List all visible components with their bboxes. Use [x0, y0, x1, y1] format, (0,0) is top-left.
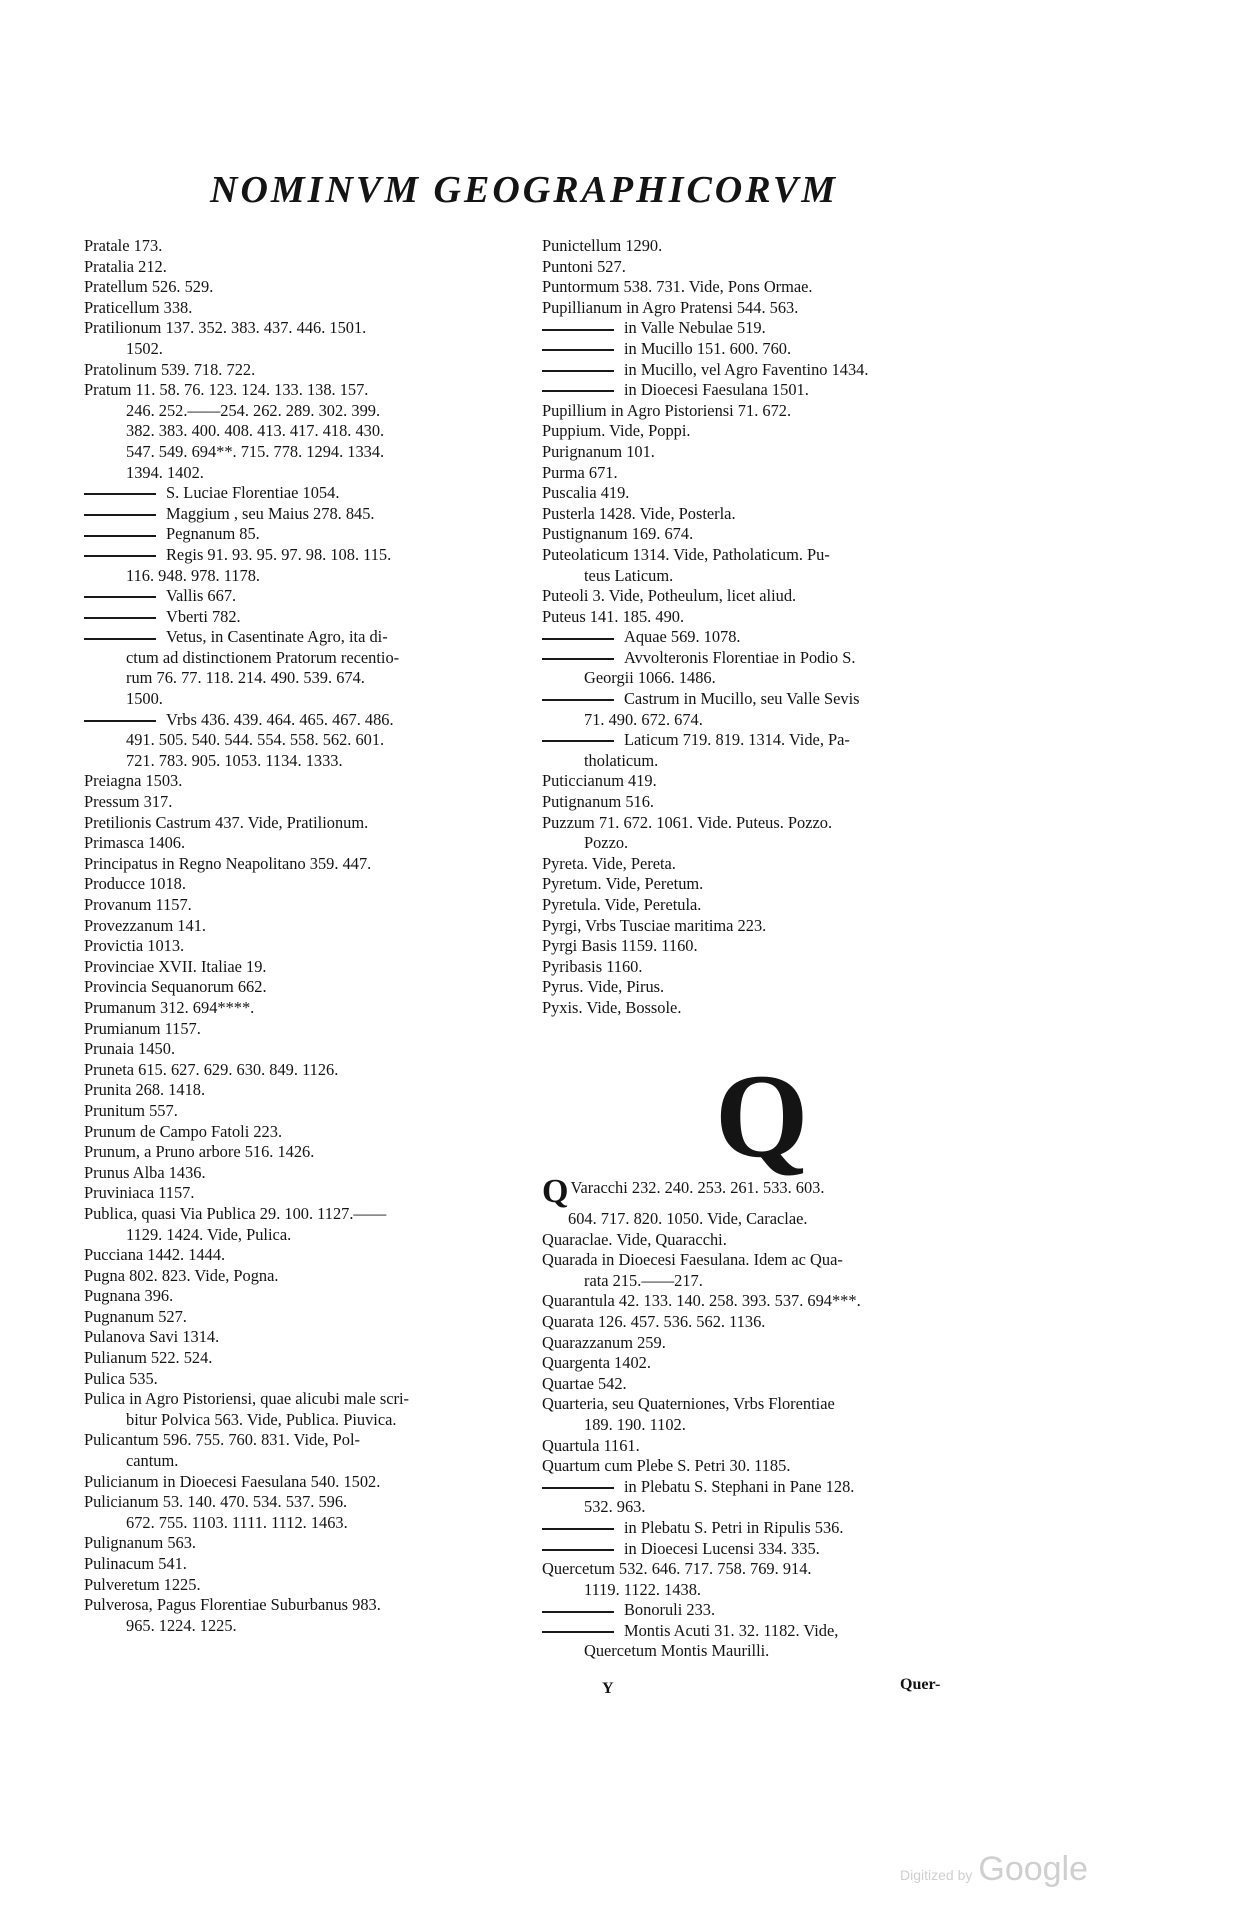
entry-text: Pulicianum in Dioecesi Faesulana 540. 1502. — [84, 1471, 381, 1491]
entry-text: Puscalia 419. — [542, 483, 630, 503]
watermark — [900, 1850, 1088, 1889]
entry-text: Pulica in Agro Pistoriensi, quae alicubi male scri- — [84, 1389, 410, 1409]
q-first-line-cont: 604. 717. 820. 1050. Vide, Caraclae. — [568, 1209, 808, 1228]
index-entry — [84, 1389, 524, 1410]
entry-text: Provictia 1013. — [84, 936, 185, 956]
index-entry — [84, 1430, 524, 1451]
entry-text: in Mucillo, vel Agro Faventino 1434. — [624, 359, 869, 379]
entry-text: Puticcianum 419. — [542, 771, 657, 791]
entry-text: Pulanova Savi 1314. — [84, 1327, 220, 1347]
entry-text: Prumianum 1157. — [84, 1018, 201, 1038]
entry-text: 1500. — [126, 689, 163, 709]
index-entry — [542, 1497, 982, 1518]
index-entry — [542, 1271, 982, 1292]
index-entry — [542, 1291, 982, 1312]
index-entry — [84, 504, 524, 525]
index-entry — [542, 854, 982, 875]
ditto-dash — [542, 658, 614, 660]
entry-text: Pulinacum 541. — [84, 1554, 187, 1573]
index-entry — [84, 298, 524, 319]
entry-text: Pugna 802. 823. Vide, Pogna. — [84, 1265, 279, 1285]
index-entry — [542, 504, 982, 525]
entry-text: teus Laticum. — [584, 565, 674, 585]
entry-text: Pugnanum 527. — [84, 1306, 187, 1326]
entry-text: Pyrus. Vide, Pirus. — [542, 977, 665, 997]
ditto-dash — [84, 514, 156, 516]
left-column — [84, 236, 524, 1636]
entry-text: Principatus in Regno Neapolitano 359. 447. — [84, 853, 372, 873]
entry-text: Prunum de Campo Fatoli 223. — [84, 1121, 283, 1141]
index-entry — [84, 751, 524, 772]
entry-text: Quarantula 42. 133. 140. 258. 393. 537. 694***. — [542, 1291, 861, 1311]
index-entry — [542, 298, 982, 319]
index-entry — [84, 916, 524, 937]
ditto-dash — [542, 1487, 614, 1489]
entry-text: Punictellum 1290. — [542, 236, 663, 255]
index-entry — [542, 524, 982, 545]
entry-text: Quarada in Dioecesi Faesulana. Idem ac Qua- — [542, 1250, 843, 1270]
entry-text: Pyrgi, Vrbs Tusciae maritima 223. — [542, 915, 767, 935]
entry-text: Pyreta. Vide, Pereta. — [542, 853, 676, 873]
index-entry — [542, 1250, 982, 1271]
entry-text: 1119. 1122. 1438. — [584, 1579, 702, 1599]
index-entry — [84, 236, 524, 257]
entry-text: Georgii 1066. 1486. — [584, 668, 716, 688]
entry-text: Puntoni 527. — [542, 256, 626, 276]
entry-text: Aquae 569. 1078. — [624, 627, 741, 647]
entry-text: Pulveretum 1225. — [84, 1574, 201, 1594]
ditto-dash — [542, 1549, 614, 1551]
index-entry — [84, 1575, 524, 1596]
entry-text: Putignanum 516. — [542, 792, 655, 812]
index-entry — [542, 1394, 982, 1415]
index-entry — [542, 771, 982, 792]
index-entry — [542, 421, 982, 442]
index-entry — [542, 1230, 982, 1251]
ditto-dash — [84, 535, 156, 537]
ditto-dash — [84, 596, 156, 598]
entry-text: Vberti 782. — [166, 606, 241, 626]
ditto-dash — [84, 493, 156, 495]
entry-text: 532. 963. — [584, 1497, 646, 1517]
entry-text: Puppium. Vide, Poppi. — [542, 421, 691, 441]
entry-text: Puteus 141. 185. 490. — [542, 606, 685, 626]
index-entry — [84, 689, 524, 710]
entry-text: 1394. 1402. — [126, 462, 204, 482]
index-entry — [542, 1333, 982, 1354]
entry-text: Vetus, in Casentinate Agro, ita di- — [166, 627, 388, 647]
entry-text: Pratalia 212. — [84, 256, 167, 276]
index-entry — [542, 1641, 982, 1662]
index-entry — [542, 936, 982, 957]
index-entry — [84, 1225, 524, 1246]
index-entry — [542, 545, 982, 566]
drop-cap: Q — [542, 1178, 569, 1209]
entry-text: Quargenta 1402. — [542, 1353, 651, 1373]
index-entry — [542, 586, 982, 607]
entry-text: 382. 383. 400. 408. 413. 417. 418. 430. — [126, 421, 385, 441]
entry-text: Quartum cum Plebe S. Petri 30. 1185. — [542, 1456, 791, 1476]
index-entry — [542, 1518, 982, 1539]
index-entry — [542, 874, 982, 895]
index-entry — [84, 1595, 524, 1616]
index-entry — [542, 277, 982, 298]
index-entry — [542, 566, 982, 587]
entry-text: Quartae 542. — [542, 1373, 627, 1393]
watermark-small: Digitized by — [900, 1867, 973, 1883]
ditto-dash — [542, 740, 614, 742]
index-entry — [84, 813, 524, 834]
entry-text: Pozzo. — [584, 833, 629, 853]
index-entry — [84, 1039, 524, 1060]
entry-text: Pretilionis Castrum 437. Vide, Pratilionum. — [84, 812, 369, 832]
entry-text: Pruviniaca 1157. — [84, 1183, 195, 1203]
entry-text: Pulianum 522. 524. — [84, 1348, 213, 1368]
index-entry — [542, 916, 982, 937]
index-entry — [84, 1348, 524, 1369]
entry-text: Puteolaticum 1314. Vide, Patholaticum. Pu- — [542, 544, 830, 564]
index-entry — [84, 524, 524, 545]
index-entry — [84, 1513, 524, 1534]
index-entry — [84, 339, 524, 360]
index-entry — [84, 998, 524, 1019]
ditto-dash — [542, 349, 614, 351]
entry-text: Publica, quasi Via Publica 29. 100. 1127.—— — [84, 1203, 387, 1223]
index-entry — [84, 360, 524, 381]
entry-text: Quercetum Montis Maurilli. — [584, 1641, 770, 1661]
entry-text: Avvolteronis Florentiae in Podio S. — [624, 647, 856, 667]
index-entry — [84, 1369, 524, 1390]
entry-text: 189. 190. 1102. — [584, 1414, 686, 1434]
right-column — [542, 236, 982, 1019]
index-entry — [84, 1101, 524, 1122]
index-entry — [84, 586, 524, 607]
catchword: Quer- — [900, 1676, 941, 1693]
entry-text: Pupillium in Agro Pistoriensi 71. 672. — [542, 400, 792, 420]
entry-text: in Valle Nebulae 519. — [624, 318, 766, 338]
index-entry — [542, 1539, 982, 1560]
ditto-dash — [542, 638, 614, 640]
entry-text: Pustignanum 169. 674. — [542, 524, 694, 544]
index-entry — [84, 1019, 524, 1040]
index-entry — [84, 668, 524, 689]
entry-text: 246. 252.——254. 262. 289. 302. 399. — [126, 400, 381, 420]
entry-text: ctum ad distinctionem Pratorum recentio- — [126, 647, 400, 667]
index-entry — [84, 1492, 524, 1513]
entry-text: Pucciana 1442. 1444. — [84, 1245, 226, 1265]
entry-text: Prunitum 557. — [84, 1100, 178, 1120]
entry-text: Puteoli 3. Vide, Potheulum, licet aliud. — [542, 586, 797, 606]
ditto-dash — [542, 1611, 614, 1613]
index-entry — [84, 483, 524, 504]
entry-text: Pulignanum 563. — [84, 1533, 197, 1553]
index-entry — [542, 895, 982, 916]
index-entry — [84, 1080, 524, 1101]
q-first-line: Varacchi 232. 240. 253. 261. 533. 603. — [570, 1178, 825, 1197]
entry-text: in Dioecesi Faesulana 1501. — [624, 380, 809, 400]
entry-text: Pratellum 526. 529. — [84, 277, 214, 297]
entry-text: 116. 948. 978. 1178. — [126, 565, 261, 585]
ditto-dash — [542, 370, 614, 372]
entry-text: in Plebatu S. Petri in Ripulis 536. — [624, 1517, 844, 1537]
entry-text: Producce 1018. — [84, 874, 186, 894]
entry-text: Montis Acuti 31. 32. 1182. Vide, — [624, 1620, 839, 1640]
entry-text: 491. 505. 540. 544. 554. 558. 562. 601. — [126, 730, 385, 750]
ditto-dash — [84, 720, 156, 722]
index-entry — [542, 648, 982, 669]
index-entry — [542, 318, 982, 339]
entry-text: Pulverosa, Pagus Florentiae Suburbanus 983. — [84, 1595, 381, 1615]
entry-text: in Mucillo 151. 600. 760. — [624, 338, 792, 358]
entry-text: Pressum 317. — [84, 792, 173, 812]
index-entry — [84, 463, 524, 484]
index-entry — [84, 1410, 524, 1431]
index-entry — [542, 401, 982, 422]
entry-text: Prunaia 1450. — [84, 1039, 176, 1059]
index-entry — [84, 1286, 524, 1307]
index-entry — [84, 277, 524, 298]
entry-text: 547. 549. 694**. 715. 778. 1294. 1334. — [126, 441, 385, 461]
ditto-dash — [542, 1631, 614, 1633]
entry-text: Provinciae XVII. Italiae 19. — [84, 956, 267, 976]
ditto-dash — [542, 699, 614, 701]
index-entry — [542, 998, 982, 1019]
entry-text: 1502. — [126, 338, 163, 358]
entry-text: in Plebatu S. Stephani in Pane 128. — [624, 1476, 855, 1496]
index-entry — [84, 648, 524, 669]
index-entry — [542, 751, 982, 772]
entry-text: Pratum 11. 58. 76. 123. 124. 133. 138. 157. — [84, 380, 369, 400]
index-entry — [84, 771, 524, 792]
index-entry — [542, 977, 982, 998]
entry-text: Pyribasis 1160. — [542, 956, 643, 976]
entry-text: Quarteria, seu Quaterniones, Vrbs Florentiae — [542, 1394, 835, 1414]
entry-text: Vallis 667. — [166, 586, 237, 606]
entry-text: Pruneta 615. 627. 629. 630. 849. 1126. — [84, 1059, 339, 1079]
index-entry — [84, 566, 524, 587]
entry-text: Pratolinum 539. 718. 722. — [84, 359, 256, 379]
index-entry — [542, 1477, 982, 1498]
index-entry — [542, 1374, 982, 1395]
index-entry — [542, 1312, 982, 1333]
entry-text: Pratale 173. — [84, 236, 163, 255]
index-entry — [542, 1600, 982, 1621]
entry-text: Prunum, a Pruno arbore 516. 1426. — [84, 1142, 315, 1162]
entry-text: Quarata 126. 457. 536. 562. 1136. — [542, 1311, 766, 1331]
entry-text: Pulicantum 596. 755. 760. 831. Vide, Pol- — [84, 1430, 360, 1450]
entry-text: Puntormum 538. 731. Vide, Pons Ormae. — [542, 277, 813, 297]
entry-text: Provezzanum 141. — [84, 915, 206, 935]
index-entry — [84, 318, 524, 339]
entry-text: Pyretum. Vide, Peretum. — [542, 874, 704, 894]
index-entry — [84, 421, 524, 442]
entry-text: Puzzum 71. 672. 1061. Vide. Puteus. Pozzo. — [542, 812, 833, 832]
entry-text: Pegnanum 85. — [166, 524, 260, 544]
entry-text: 672. 755. 1103. 1111. 1112. 1463. — [126, 1512, 348, 1532]
index-entry — [542, 380, 982, 401]
entry-text: Purignanum 101. — [542, 441, 655, 461]
entry-text: Quercetum 532. 646. 717. 758. 769. 914. — [542, 1559, 812, 1579]
q-first-entry — [542, 1178, 982, 1209]
entry-text: 71. 490. 672. 674. — [584, 709, 703, 729]
index-entry — [84, 1060, 524, 1081]
index-entry — [542, 607, 982, 628]
index-entry — [542, 1456, 982, 1477]
entry-text: 721. 783. 905. 1053. 1134. 1333. — [126, 750, 343, 770]
entry-text: Pusterla 1428. Vide, Posterla. — [542, 503, 736, 523]
index-entry — [542, 689, 982, 710]
index-entry — [542, 1436, 982, 1457]
index-entry — [542, 710, 982, 731]
index-entry — [84, 710, 524, 731]
index-entry — [84, 1163, 524, 1184]
index-entry — [542, 627, 982, 648]
index-entry — [542, 668, 982, 689]
entry-text: Bonoruli 233. — [624, 1600, 716, 1620]
entry-text: Pupillianum in Agro Pratensi 544. 563. — [542, 297, 799, 317]
entry-text: Provincia Sequanorum 662. — [84, 977, 267, 997]
ditto-dash — [542, 329, 614, 331]
entry-text: Pyrgi Basis 1159. 1160. — [542, 936, 698, 956]
index-entry — [84, 1142, 524, 1163]
entry-text: Pulicianum 53. 140. 470. 534. 537. 596. — [84, 1492, 348, 1512]
entry-text: cantum. — [126, 1451, 179, 1471]
entry-text: Pratilionum 137. 352. 383. 437. 446. 1501. — [84, 318, 367, 338]
index-entry — [84, 1451, 524, 1472]
index-entry — [84, 936, 524, 957]
index-entry — [84, 1245, 524, 1266]
index-entry — [542, 442, 982, 463]
entry-text: Pyxis. Vide, Bossole. — [542, 997, 682, 1017]
entry-text: Primasca 1406. — [84, 833, 186, 853]
entry-text: Quaraclae. Vide, Quaracchi. — [542, 1229, 727, 1249]
index-entry — [542, 730, 982, 751]
index-entry — [542, 339, 982, 360]
index-entry — [84, 257, 524, 278]
index-entry — [542, 1559, 982, 1580]
index-entry — [84, 1204, 524, 1225]
entry-text: Pyretula. Vide, Peretula. — [542, 895, 702, 914]
watermark-brand: Google — [978, 1850, 1089, 1888]
index-entry — [84, 977, 524, 998]
index-entry — [84, 1616, 524, 1637]
index-entry — [542, 813, 982, 834]
index-entry — [84, 730, 524, 751]
entry-text: Prumanum 312. 694****. — [84, 997, 255, 1017]
index-entry — [84, 380, 524, 401]
entry-text: Prunus Alba 1436. — [84, 1162, 206, 1182]
index-entry — [84, 1327, 524, 1348]
index-entry — [84, 442, 524, 463]
index-entry — [542, 1621, 982, 1642]
entry-text: Laticum 719. 819. 1314. Vide, Pa- — [624, 730, 850, 750]
ditto-dash — [84, 638, 156, 640]
index-entry — [84, 607, 524, 628]
entry-text: Quarazzanum 259. — [542, 1332, 666, 1352]
index-entry — [542, 257, 982, 278]
index-entry — [84, 874, 524, 895]
q-section — [542, 1178, 982, 1662]
entry-text: tholaticum. — [584, 750, 659, 770]
entry-text: in Dioecesi Lucensi 334. 335. — [624, 1538, 820, 1558]
entry-text: Vrbs 436. 439. 464. 465. 467. 486. — [166, 709, 394, 729]
entry-text: Prunita 268. 1418. — [84, 1080, 206, 1100]
index-entry — [542, 463, 982, 484]
entry-text: Quartula 1161. — [542, 1435, 640, 1455]
entry-text: 965. 1224. 1225. — [126, 1615, 237, 1635]
ditto-dash — [84, 617, 156, 619]
ditto-dash — [84, 555, 156, 557]
page-title: NOMINVM GEOGRAPHICORVM — [210, 169, 839, 211]
index-entry — [542, 360, 982, 381]
entry-text: bitur Polvica 563. Vide, Publica. Piuvica. — [126, 1409, 397, 1429]
index-entry — [84, 895, 524, 916]
index-entry — [84, 545, 524, 566]
index-entry — [84, 1122, 524, 1143]
index-entry — [84, 627, 524, 648]
index-entry — [542, 1415, 982, 1436]
entry-text: S. Luciae Florentiae 1054. — [166, 483, 340, 503]
entry-text: Regis 91. 93. 95. 97. 98. 108. 115. — [166, 544, 392, 564]
entry-text: Pulica 535. — [84, 1368, 158, 1388]
signature-mark: Y — [602, 1680, 614, 1697]
ditto-dash — [542, 390, 614, 392]
entry-text: rata 215.——217. — [584, 1270, 703, 1290]
entry-text: Pugnana 396. — [84, 1286, 174, 1306]
index-entry — [84, 1554, 524, 1575]
index-entry — [84, 792, 524, 813]
entry-text: Castrum in Mucillo, seu Valle Sevis — [624, 689, 860, 709]
index-entry — [84, 1533, 524, 1554]
index-entry — [84, 1266, 524, 1287]
entry-text: 1129. 1424. Vide, Pulica. — [126, 1224, 292, 1244]
index-entry — [84, 957, 524, 978]
index-entry — [542, 236, 982, 257]
index-entry — [84, 401, 524, 422]
index-entry — [84, 833, 524, 854]
entry-text: Praticellum 338. — [84, 297, 193, 317]
section-letter: Q — [715, 1049, 809, 1182]
index-entry — [542, 957, 982, 978]
index-entry — [542, 1580, 982, 1601]
entry-text: Preiagna 1503. — [84, 771, 183, 791]
index-entry — [84, 1183, 524, 1204]
index-entry — [542, 792, 982, 813]
index-entry — [542, 483, 982, 504]
entry-text: Purma 671. — [542, 462, 618, 482]
entry-text: Provanum 1157. — [84, 895, 192, 914]
index-entry — [84, 1472, 524, 1493]
index-entry — [84, 1307, 524, 1328]
entry-text: rum 76. 77. 118. 214. 490. 539. 674. — [126, 668, 365, 688]
index-entry — [542, 833, 982, 854]
ditto-dash — [542, 1528, 614, 1530]
index-entry — [84, 854, 524, 875]
index-entry — [542, 1353, 982, 1374]
entry-text: Maggium , seu Maius 278. 845. — [166, 503, 375, 523]
